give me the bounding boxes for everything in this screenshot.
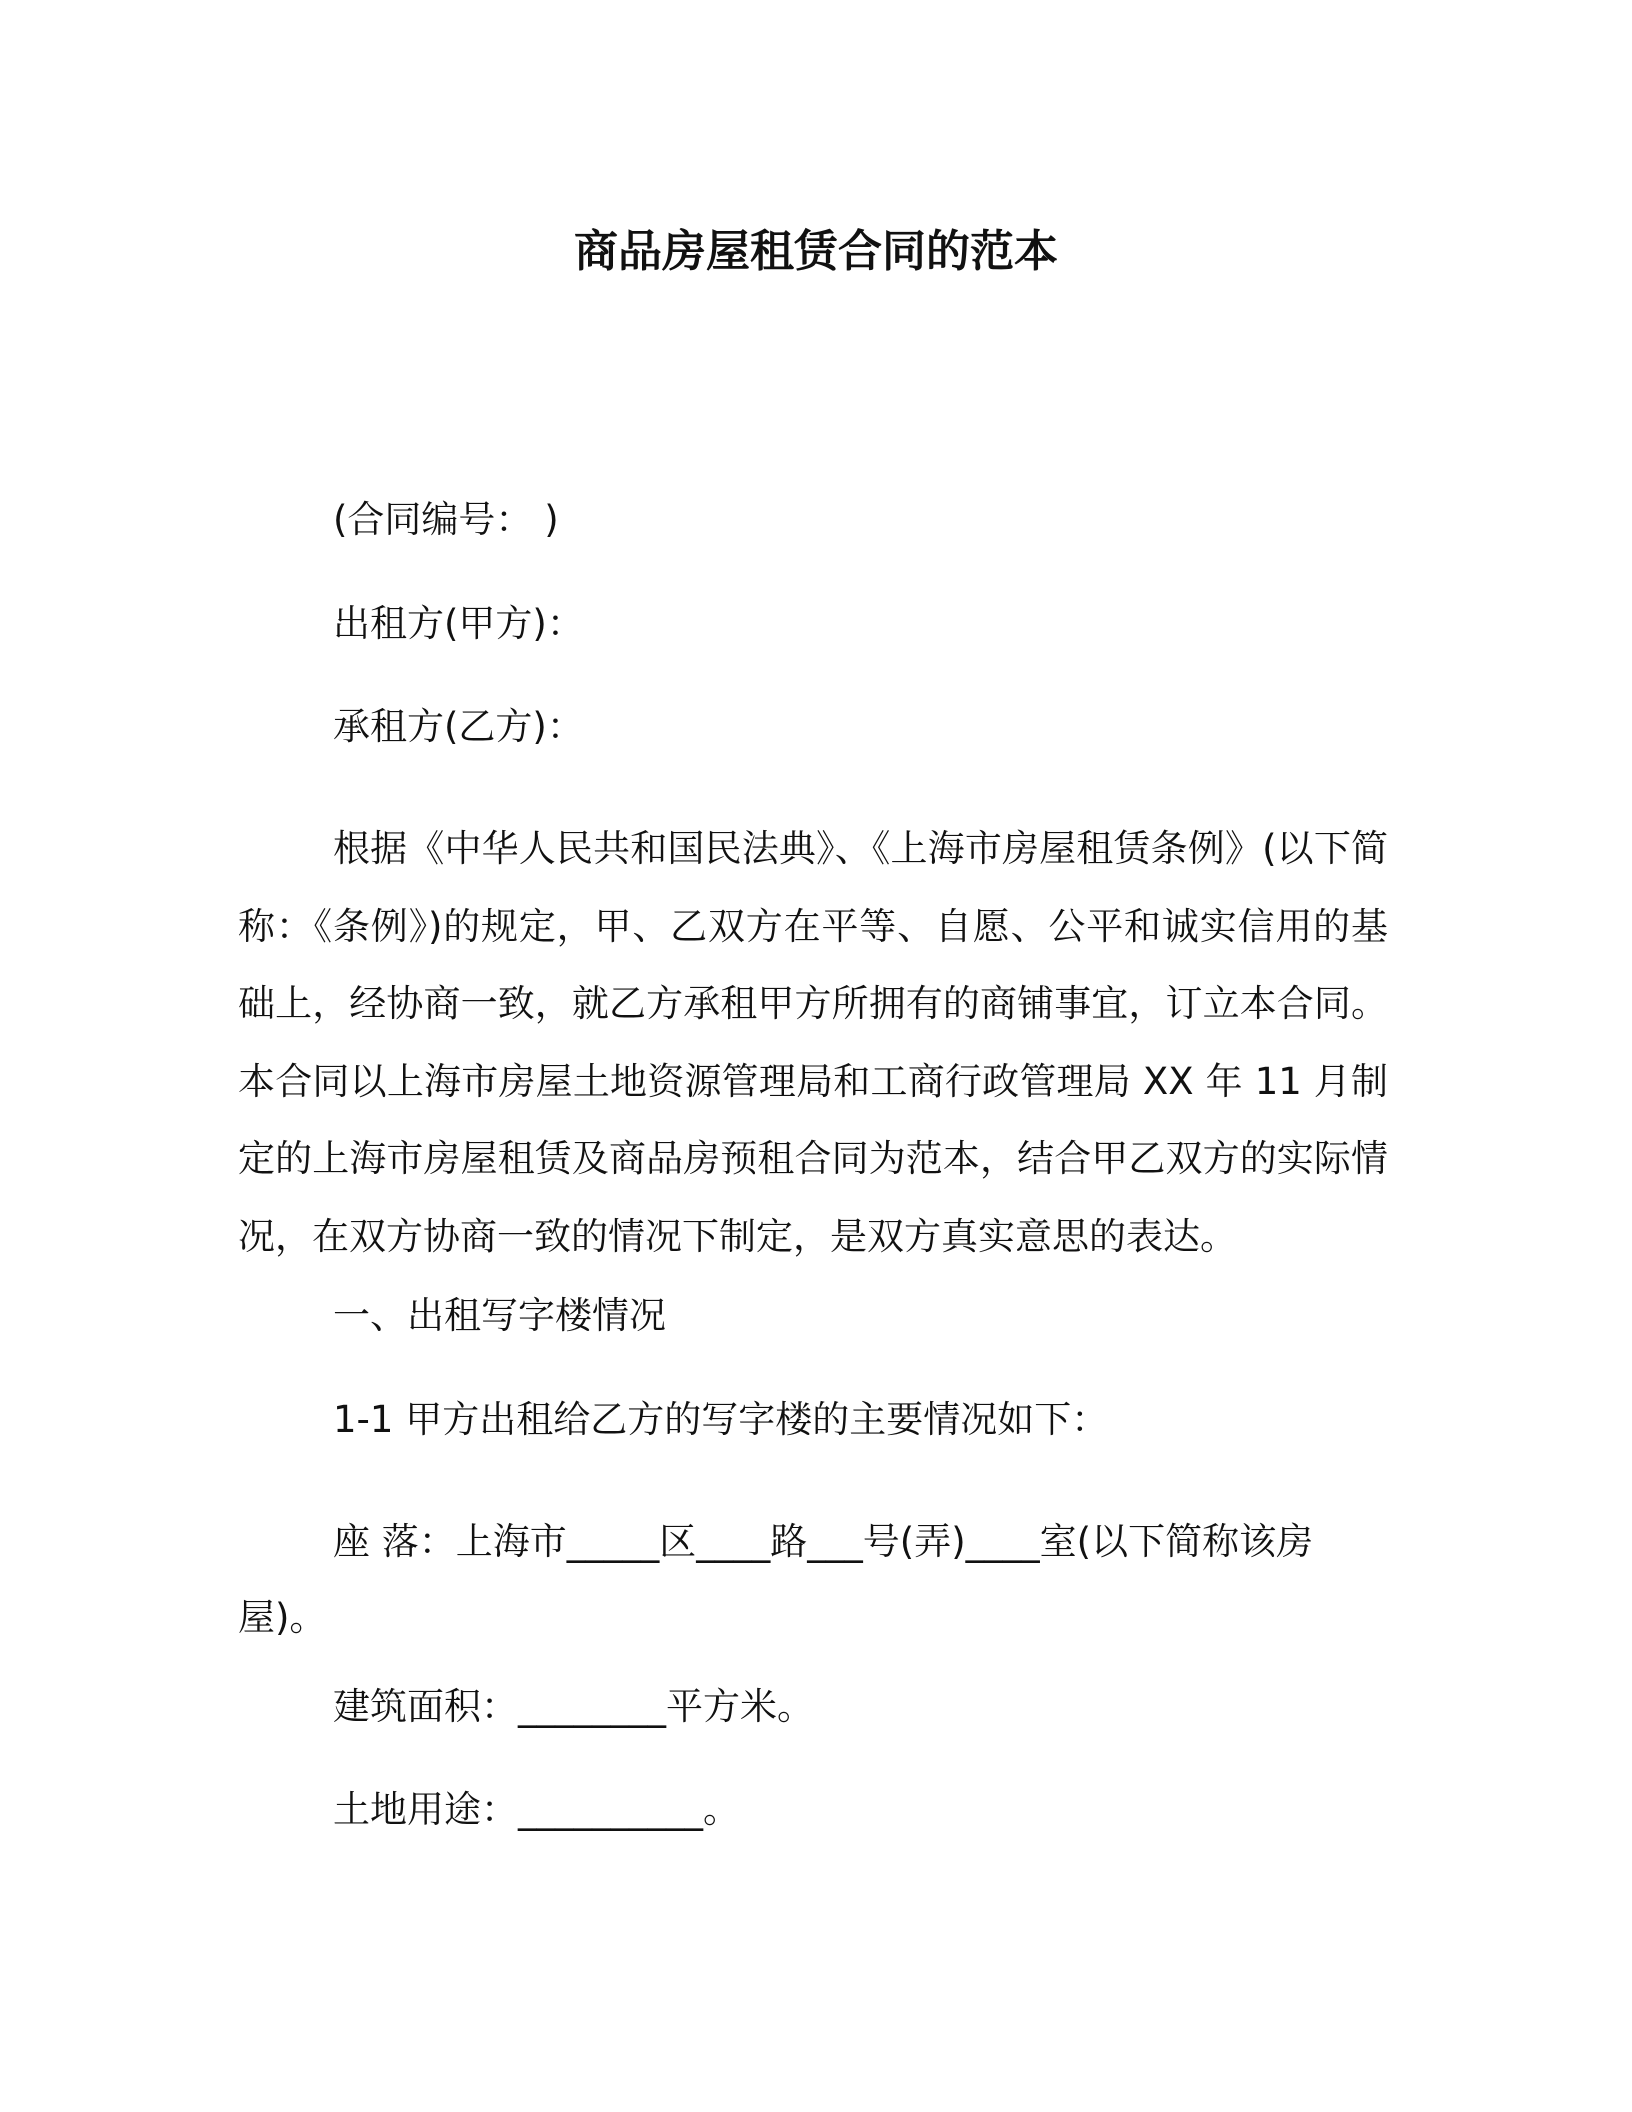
document-title: 商品房屋租赁合同的范本 <box>574 226 1058 277</box>
land-use-line: 土地用途：__________。 <box>333 1788 740 1831</box>
lessee-line: 承租方(乙方)： <box>333 705 584 748</box>
intro-paragraph: 根据《中华人民共和国民法典》、《上海市房屋租赁条例》(以下简称：《条例》)的规定，甲、乙双方在平等、自愿、公平和诚实信用的基础上，经协商一致，就乙方承租甲方所拥有的商铺事宜，订立本合同。本合同以上海市房屋土地资源管理局和工商行政管理局 XX 年 11 月制定的上海市房屋租赁及商品房预租合同为范本，结合甲乙双方的实际情况，在双方协商一致的情况下制定，是双方真实意思的表达。 <box>238 827 1388 1258</box>
section-1-heading: 一、出租写字楼情况 <box>333 1294 666 1337</box>
lessor-line: 出租方(甲方)： <box>333 602 584 645</box>
floor-area-line: 建筑面积：________平方米。 <box>333 1685 814 1728</box>
location-clause: 座 落：上海市_____区____路___号(弄)____室(以下简称该房屋)。 <box>238 1520 1314 1639</box>
clause-1-1: 1-1 甲方出租给乙方的写字楼的主要情况如下： <box>333 1398 1109 1441</box>
contract-number-line: (合同编号： ) <box>333 498 559 541</box>
